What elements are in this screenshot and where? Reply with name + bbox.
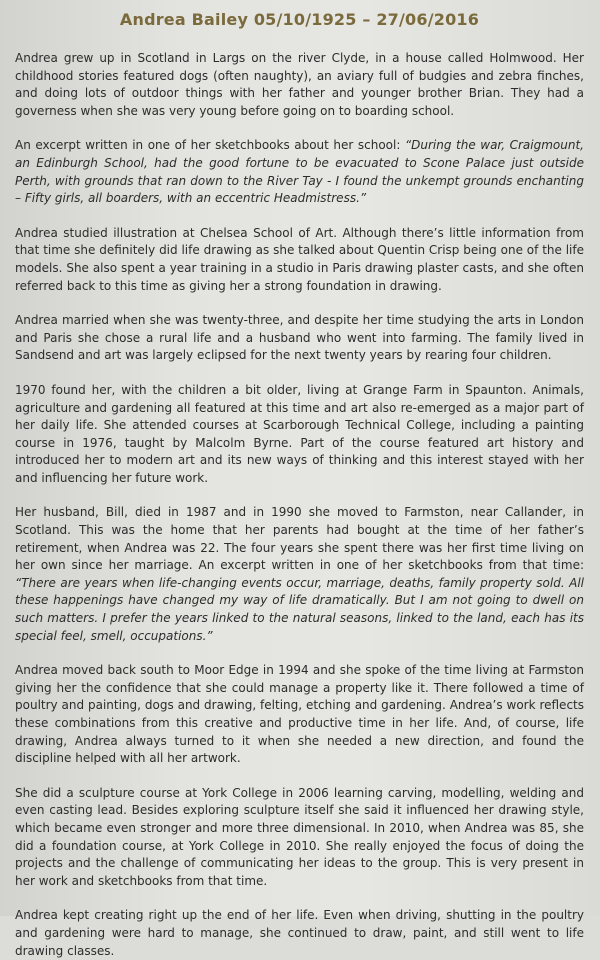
paragraph-grange-farm: 1970 found her, with the children a bit older, living at Grange Farm in Spaunton. Animals, agriculture and gardening all featured at this time and art also re-emerged as a major part of her daily life. She attended courses at Scarborough Technical College, including a painting course in 1976, taught by Malcolm Byrne. Part of the course featured art history and introduced her to modern art and its new ways of thinking and this interest stayed with her and influencing her future work.	[15, 382, 584, 485]
sketchbook-quote-school: “During the war, Craigmount, an Edinburgh School, had the good fortune to be evacuated to Scone Palace just outside Perth, with grounds that ran down to the River Tay - I found the unkempt grounds enchanting – Fifty girls, all boarders, with an eccentric Headmistress.”	[15, 138, 584, 206]
paragraph-school-excerpt	[15, 137, 584, 207]
sketchbook-quote-farmston: “There are years when life-changing events occur, marriage, deaths, family property sold. All these happenings have changed my way of life dramatically. But I am not going to dwell on such matters. I prefer the years linked to the natural seasons, linked to the land, each has its special feel, smell, occupations.”	[15, 575, 584, 643]
paragraph-art-school: Andrea studied illustration at Chelsea School of Art. Although there’s little information from that time she definitely did life drawing as she talked about Quentin Crisp being one of the life models. She also spent a year training in a studio in Paris drawing plaster casts, and she often referred back to this time as giving her a strong foundation in drawing.	[15, 225, 584, 293]
paragraph-childhood: Andrea grew up in Scotland in Largs on the river Clyde, in a house called Holmwood. Her childhood stories featured dogs (often naughty), an aviary full of budgies and zebra finches, and doing lots of outdoor things with her father and younger brother Brian. They had a governess when she was very young before going on to boarding school.	[15, 51, 584, 118]
paragraph-sculpture: She did a sculpture course at York College in 2006 learning carving, modelling, welding and even casting lead. Besides exploring sculpture itself she said it influenced her drawing style, which became even stronger and more three dimensional. In 2010, when Andrea was 85, she did a foundation course, at York College in 2010. She really enjoyed the focus of doing the projects and the challenge of communicating her ideas to the group. This is very present in her work and sketchbooks from that time.	[15, 785, 584, 888]
paragraph-moor-edge: Andrea moved back south to Moor Edge in 1994 and she spoke of the time living at Farmston giving her the confidence that she could manage a property like it. There followed a time of poultry and painting, dogs and drawing, felting, etching and gardening. Andrea’s work reflects these combinations from this creative and productive time in her life. And, of course, life drawing, Andrea always turned to it when she needed a new direction, and found the discipline helped with all her artwork.	[15, 663, 584, 766]
paragraph-farmston	[15, 504, 584, 645]
excerpt-intro: An excerpt written in one of her sketchbooks about her school:	[15, 138, 405, 153]
excerpt-intro: Her husband, Bill, died in 1987 and in 1990 she moved to Farmston, near Callander, in Scotland. This was the home that her parents had bought at the time of her father’s retirement, when Andrea was 22. The four years she spent there was her first time living on her own since her marriage. An excerpt written in one of her sketchbooks from that time:	[15, 505, 584, 573]
page-title: Andrea Bailey 05/10/1925 – 27/06/2016	[119, 10, 480, 29]
paragraph-marriage: Andrea married when she was twenty-three, and despite her time studying the arts in London and Paris she chose a rural life and a husband who went into farming. The family lived in Sandsend and art was largely eclipsed for the next twenty years by rearing four children.	[15, 313, 584, 363]
paragraph-later-life: Andrea kept creating right up the end of her life. Even when driving, shutting in the poultry and gardening were hard to manage, she continued to draw, paint, and still went to life drawing classes.	[15, 908, 584, 958]
